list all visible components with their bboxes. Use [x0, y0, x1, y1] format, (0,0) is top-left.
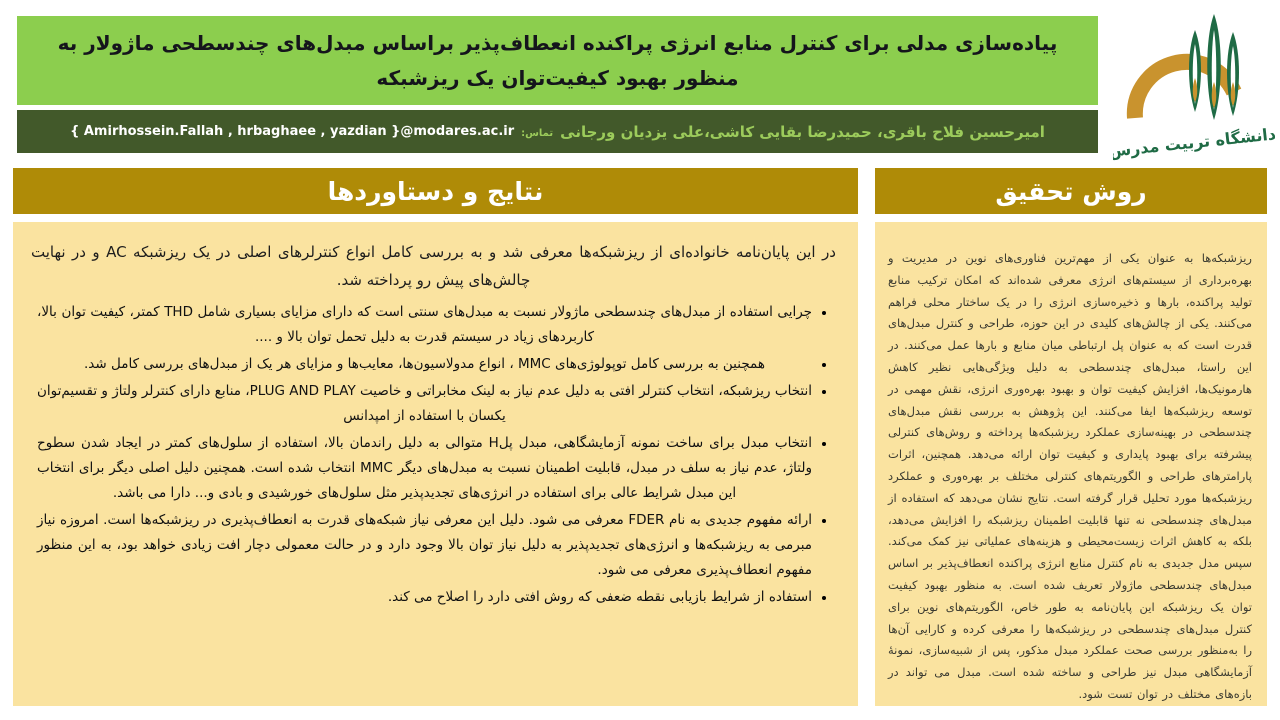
method-body: [875, 222, 1267, 706]
list-item: • انتخاب ریزشبکه، انتخاب کنترلر افتی به دلیل عدم نیاز به لینک مخابراتی و خاصیت PLUG AND PLAY، منابع دارای کنترلر ولتاژ و تقسیم‌توان یکسان با استفاده از امپدانس: [31, 379, 812, 429]
list-item: • استفاده از شرایط بازیابی نقطه ضعفی که روش افتی دارد را اصلاح می کند.: [31, 585, 812, 610]
method-header: [875, 168, 1267, 214]
title-banner: [17, 16, 1098, 105]
logo-text: دانشگاه تربیت مدرس: [1113, 124, 1275, 161]
page-title: پیاده‌سازی مدلی برای کنترل منابع انرژی پراکنده انعطاف‌پذیر براساس مبدل‌های چندسطحی ماژولار به منظور بهبود کیفیت‌توان یک ریزشبکه: [57, 30, 1058, 90]
results-header-label: نتایج و دستاوردها: [327, 176, 544, 206]
list-item: • همچنین به بررسی کامل توپولوژی‌های MMC ، انواع مدولاسیون‌ها، معایب‌ها و مزایای هر یک از مبدل‌های بررسی کامل شد.: [31, 352, 812, 377]
results-intro: در این پایان‌نامه خانواده‌ای از ریزشبکه‌ها معرفی شد و به بررسی کامل انواع کنترلرهای اصلی در یک ریزشبکه AC و در نهایت چالش‌های پیش رو پرداخته شد.: [31, 243, 836, 289]
authors-text: امیرحسین فلاح باقری، حمیدرضا بقایی کاشی،علی یزدیان ورجانی: [560, 122, 1045, 141]
contact-email: { Amirhossein.Fallah , hrbaghaee , yazdian }@modares.ac.ir: [70, 124, 515, 139]
results-body: [13, 222, 858, 706]
author-bar: [17, 110, 1098, 153]
university-logo: [1113, 0, 1275, 170]
logo-cypress-icon: [1189, 14, 1239, 120]
method-header-label: روش تحقیق: [995, 176, 1147, 206]
university-logo-icon: [1113, 0, 1275, 170]
list-item: • انتخاب مبدل برای ساخت نمونه آزمایشگاهی، مبدل پل‌H متوالی به دلیل راندمان بالا، استفاده از سلول‌های کمتر در ایجاد شدن سطوح ولتاژ، عدم نیاز به سلف در مبدل، قابلیت اطمینان نسبت به مبدل‌های دیگر MMC انتخاب شده است. همچنین دلیل اصلی دیگر برای انتخاب این مبدل شرایط عالی برای استفاده در انرژی‌های تجدیدپذیر مثل سلول‌های خورشیدی و بادی و... دارا می باشد.: [31, 431, 812, 506]
list-item: • چرایی استفاده از مبدل‌های چندسطحی ماژولار نسبت به مبدل‌های سنتی است که دارای مزایای بسیاری شامل THD کمتر، کیفیت توان بالا، کاربردهای زیاد در سیستم قدرت به دلیل تحمل توان بالا و ....: [31, 300, 812, 350]
results-header: [13, 168, 858, 214]
method-text: ریزشبکه‌ها به عنوان یکی از مهم‌ترین فناوری‌های نوین در مدیریت و بهره‌برداری از سیستم‌های انرژی معرفی شده‌اند که امکان ترکیب منابع تولید پراکنده، بارها و ذخیره‌سازی انرژی را در یک ساختار محلی فراهم می‌کنند. یکی از چالش‌های کلیدی در این حوزه، طراحی و کنترل مبدل‌های قدرت است که به عنوان پل ارتباطی میان منابع و بارها عمل می‌کنند. در این راستا، مبدل‌های چندسطحی به دلیل ویژگی‌هایی نظیر کاهش هارمونیک‌ها، افزایش کیفیت توان و بهبود بهره‌وری انرژی، نقش مهمی در توسعه ریزشبکه‌ها ایفا می‌کنند. این پژوهش به بررسی نقش مبدل‌های چندسطحی در بهینه‌سازی عملکرد ریزشبکه‌ها پرداخته و روش‌های کنترلی پیشرفته برای بهبود پایداری و کیفیت توان ارائه می‌دهد. همچنین، اثرات پارامترهای طراحی و الگوریتم‌های کنترلی مختلف بر بهره‌وری و عملکرد ریزشبکه‌ها مورد تحلیل قرار گرفته است. نتایج نشان می‌دهد که استفاده از مبدل‌های چندسطحی نه تنها قابلیت اطمینان ریزشبکه را افزایش می‌دهد، بلکه به کاهش اثرات زیست‌محیطی و هزینه‌های عملیاتی نیز کمک می‌کند. سپس مدل جدیدی به نام کنترل منابع انرژی پراکنده انعطاف‌پذیر بر اساس مبدل‌های چندسطحی ماژولار تعریف شده است. به منظور بهبود کیفیت توان یک ریزشبکه این پایان‌نامه به طور خاص، الگوریتم‌های نوین برای کنترل مبدل‌های چندسطحی در ریزشبکه‌ها را معرفی کرده و کارایی آن‌ها را به‌منظور بررسی صحت عملکرد مبدل مذکور، پس از شبیه‌سازی، نمونهٔ آزمایشگاهی مبدل نیز طراحی و ساخته شده است. مبدل می تواند در بازه‌های مختلف در توان تست شود.: [888, 251, 1252, 701]
contact-label: تماس:: [521, 128, 554, 139]
results-bullet-list: [31, 300, 836, 610]
list-item: • ارائه مفهوم جدیدی به نام FDER معرفی می شود. دلیل این معرفی نیاز شبکه‌های قدرت به انعطاف‌پذیری در ریزشبکه‌ها است. امروزه نیاز مبرمی به ریزشبکه‌ها و انرژی‌های تجدیدپذیر به دلیل نیاز توان بالا وجود دارد و در حالت معمولی دچار افت زیادی خواهد بود، به این منظور مفهوم انعطاف‌پذیری معرفی می شود.: [31, 508, 812, 583]
